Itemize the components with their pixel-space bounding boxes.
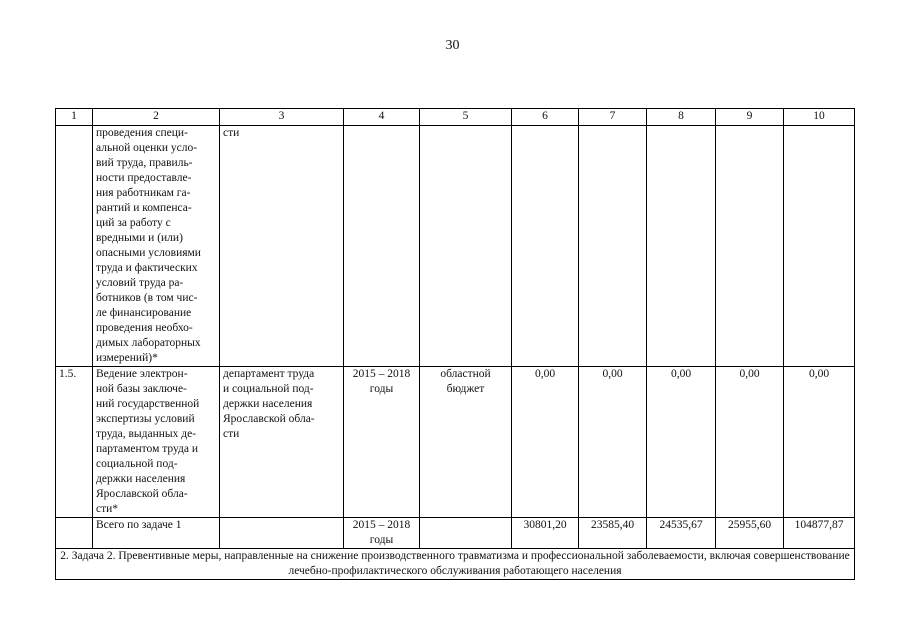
col-header: 8 xyxy=(647,109,716,126)
program-table xyxy=(55,108,855,580)
value-cell xyxy=(716,126,784,367)
row-number-cell xyxy=(56,518,93,549)
value-cell xyxy=(647,126,716,367)
col-header: 3 xyxy=(220,109,344,126)
page-number: 30 xyxy=(445,38,460,53)
value-cell xyxy=(512,126,579,367)
value-cell xyxy=(784,126,855,367)
executor-cell: сти xyxy=(220,126,344,367)
task-heading-row xyxy=(56,549,855,580)
period-cell: 2015 – 2018 годы xyxy=(344,367,420,518)
executor-cell: департамент труда и социальной под- держки населения Ярославской обла- сти xyxy=(220,367,344,518)
executor-cell xyxy=(220,518,344,549)
col-header: 6 xyxy=(512,109,579,126)
source-cell xyxy=(420,518,512,549)
value-cell: 0,00 xyxy=(716,367,784,518)
total-row xyxy=(56,518,855,549)
col-header: 10 xyxy=(784,109,855,126)
value-cell: 0,00 xyxy=(784,367,855,518)
source-cell: областной бюджет xyxy=(420,367,512,518)
value-cell: 24535,67 xyxy=(647,518,716,549)
value-cell: 0,00 xyxy=(647,367,716,518)
row-number-cell: 1.5. xyxy=(56,367,93,518)
table-row xyxy=(56,367,855,518)
total-label-cell: Всего по задаче 1 xyxy=(93,518,220,549)
value-cell: 30801,20 xyxy=(512,518,579,549)
col-header: 9 xyxy=(716,109,784,126)
value-cell: 25955,60 xyxy=(716,518,784,549)
measure-name-cell: проведения специ- альной оценки усло- вий труда, правиль- ности предоставле- ния работникам га- рантий и компенса- ций за работу с вредными и (или) опасными условиями труда и фактических условий труда ра- ботников (в том чис- ле финансирование проведения необхо- димых лабораторных измерений)* xyxy=(93,126,220,367)
col-header: 7 xyxy=(579,109,647,126)
value-cell: 0,00 xyxy=(579,367,647,518)
col-header: 4 xyxy=(344,109,420,126)
period-cell xyxy=(344,126,420,367)
period-cell: 2015 – 2018 годы xyxy=(344,518,420,549)
value-cell xyxy=(579,126,647,367)
row-number-cell xyxy=(56,126,93,367)
col-header: 1 xyxy=(56,109,93,126)
task-2-heading: 2. Задача 2. Превентивные меры, направленные на снижение производственного травматизма и профессиональной заболеваемости, включая совершенствование лечебно-профилактического обслуживания работающего населения xyxy=(56,549,855,580)
value-cell: 23585,40 xyxy=(579,518,647,549)
value-cell: 0,00 xyxy=(512,367,579,518)
measure-name-cell: Ведение электрон- ной базы заключе- ний государственной экспертизы условий труда, выданных де- партаментом труда и социальной под- держки населения Ярославской обла- сти* xyxy=(93,367,220,518)
value-cell: 104877,87 xyxy=(784,518,855,549)
header-row xyxy=(56,109,855,126)
source-cell xyxy=(420,126,512,367)
col-header: 5 xyxy=(420,109,512,126)
col-header: 2 xyxy=(93,109,220,126)
table-row xyxy=(56,126,855,367)
